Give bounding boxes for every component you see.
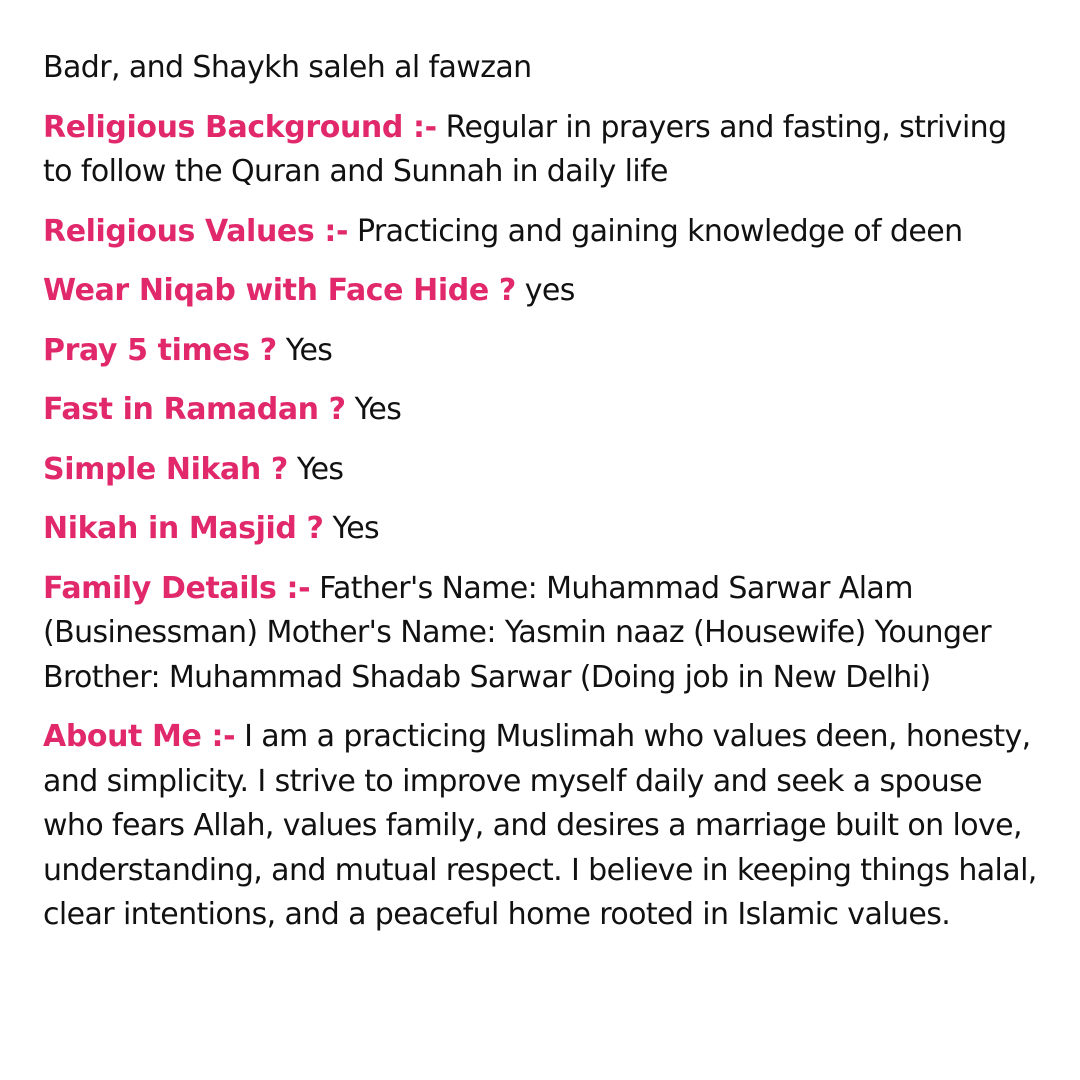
about-me-label: About Me :-	[43, 719, 236, 754]
pray-value: Yes	[285, 332, 333, 368]
niqab-row	[43, 269, 1043, 314]
family-details-row	[43, 567, 1043, 701]
fast-row	[43, 388, 1043, 433]
religious-background-value: Regular in prayers and fasting, striving to follow the Quran and Sunnah in daily life	[43, 109, 1007, 189]
profile-details	[43, 46, 1043, 953]
simple-nikah-value: Yes	[296, 451, 344, 487]
intro-text: Badr, and Shaykh saleh al fawzan	[43, 50, 532, 85]
religious-background-label: Religious Background :-	[43, 109, 437, 145]
religious-values-label: Religious Values :-	[43, 213, 348, 249]
nikah-masjid-row	[43, 507, 1043, 552]
nikah-masjid-value: Yes	[332, 511, 380, 546]
religious-background-row	[43, 106, 1043, 195]
about-me-value: I am a practicing Muslimah who values deen, honesty, and simplicity. I strive to improve myself daily and seek a spouse who fears Allah, values family, and desires a marriage built on love, understanding, and mutual respect. I believe in keeping things halal, clear intentions, and a peaceful home rooted in Islamic values.	[43, 719, 1037, 932]
niqab-value: yes	[524, 273, 575, 308]
fast-label: Fast in Ramadan ?	[43, 392, 346, 427]
pray-label: Pray 5 times ?	[43, 332, 277, 368]
about-me-row	[43, 715, 1043, 938]
religious-values-value: Practicing and gaining knowledge of deen	[356, 213, 963, 249]
simple-nikah-row	[43, 448, 1043, 493]
pray-row	[43, 329, 1043, 374]
family-details-label: Family Details :-	[43, 570, 311, 606]
fast-value: Yes	[354, 392, 402, 427]
simple-nikah-label: Simple Nikah ?	[43, 451, 288, 487]
family-details-value: Father's Name: Muhammad Sarwar Alam (Businessman) Mother's Name: Yasmin naaz (Housewife) Younger Brother: Muhammad Shadab Sarwar (Doing job in New Delhi)	[43, 570, 992, 695]
nikah-masjid-label: Nikah in Masjid ?	[43, 511, 324, 546]
religious-values-row	[43, 210, 1043, 255]
niqab-label: Wear Niqab with Face Hide ?	[43, 273, 516, 308]
